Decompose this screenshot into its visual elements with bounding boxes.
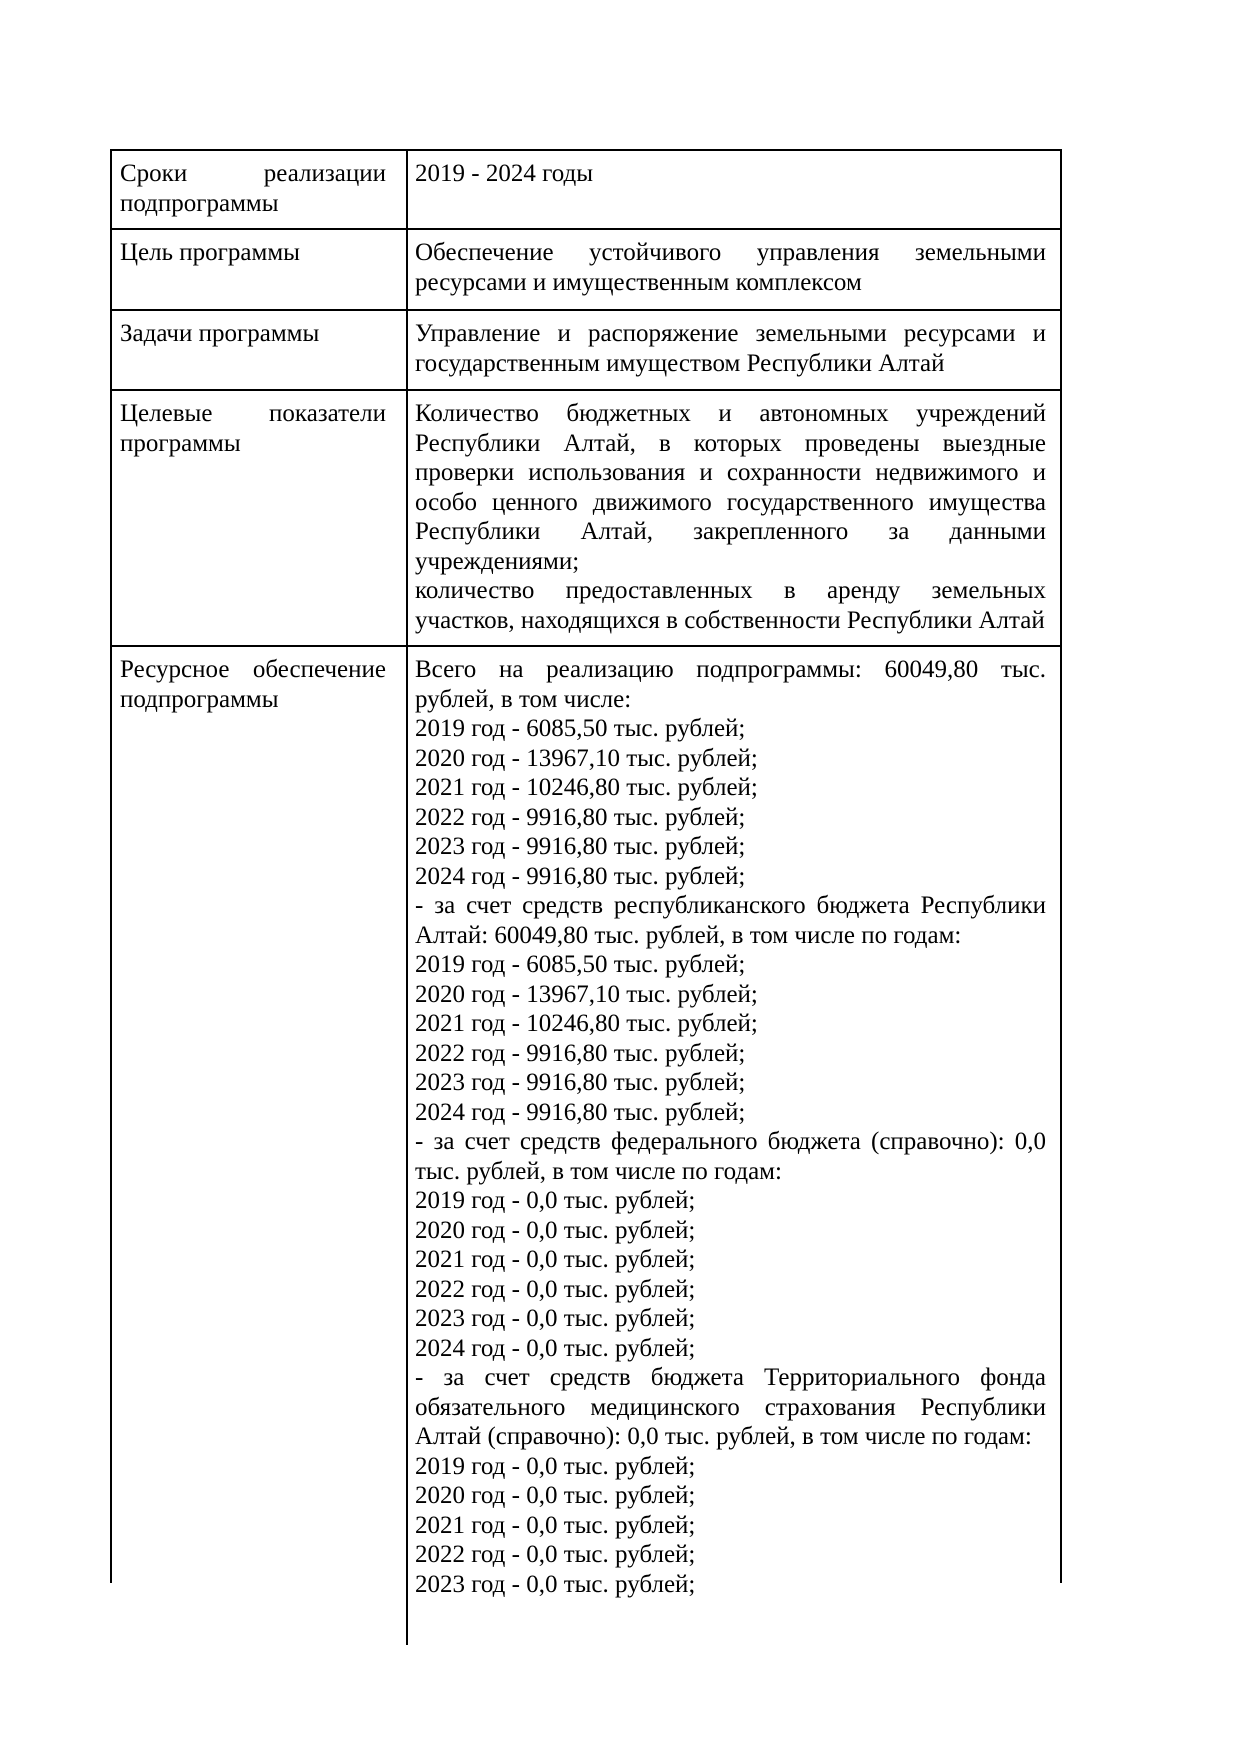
paragraph: 2020 год - 0,0 тыс. рублей; [415,1482,696,1509]
paragraph: 2021 год - 10246,80 тыс. рублей; [415,774,758,801]
row-label-text: Целевые показатели программы [120,400,386,457]
row-content-cell [408,647,1060,1645]
paragraph: 2021 год - 0,0 тыс. рублей; [415,1511,696,1539]
row-label-text: Сроки реализации подпрограммы [120,160,386,217]
table-row [112,309,1060,389]
paragraph: 2023 год - 9916,80 тыс. рублей; [415,833,746,860]
paragraph: Управление и распоряжение земельными ресурсами и государственным имуществом Республики Алтай [415,320,1046,377]
row-label-text: Задачи программы [120,320,320,347]
paragraph: 2021 год - 10246,80 тыс. рублей; [415,1010,758,1037]
paragraph: 2023 год - 0,0 тыс. рублей; [415,1305,696,1332]
paragraph: Количество бюджетных и автономных учреждений Республики Алтай, в которых проведены выездные проверки использования и сохранности недвижимого и особо ценного движимого государственного имущества Республики Алтай, закрепленного за данными учреждениями; [415,400,1046,575]
row-label-cell [112,391,408,645]
row-label-cell [112,230,408,309]
row-content-cell [408,230,1060,309]
paragraph: 2022 год - 9916,80 тыс. рублей; [415,803,746,831]
row-label-cell [112,311,408,389]
paragraph: 2019 год - 0,0 тыс. рублей; [415,1187,696,1214]
paragraph: - за счет средств республиканского бюджета Республики Алтай: 60049,80 тыс. рублей, в том числе по годам: [415,892,1046,949]
paragraph: 2021 год - 0,0 тыс. рублей; [415,1246,696,1273]
paragraph: 2024 год - 0,0 тыс. рублей; [415,1334,696,1362]
table-row [112,228,1060,309]
paragraph: 2022 год - 9916,80 тыс. рублей; [415,1039,746,1067]
paragraph: 2024 год - 9916,80 тыс. рублей; [415,862,746,890]
row-label-cell [112,151,408,228]
row-label-text: Ресурсное обеспечение подпрограммы [120,656,386,713]
table-row [112,645,1060,1645]
paragraph: 2019 год - 0,0 тыс. рублей; [415,1452,696,1480]
paragraph: 2022 год - 0,0 тыс. рублей; [415,1275,696,1303]
row-label-text: Цель программы [120,239,300,266]
row-content-cell [408,311,1060,389]
table-row [112,151,1060,228]
paragraph: 2020 год - 0,0 тыс. рублей; [415,1216,696,1244]
paragraph: 2019 - 2024 годы [415,160,594,187]
paragraph: 2020 год - 13967,10 тыс. рублей; [415,980,758,1008]
paragraph: 2024 год - 9916,80 тыс. рублей; [415,1098,746,1126]
row-label-cell [112,647,408,1645]
paragraph: количество предоставленных в аренду земельных участков, находящихся в собственности Республики Алтай [415,577,1046,634]
paragraph: 2019 год - 6085,50 тыс. рублей; [415,715,746,742]
paragraph: Обеспечение устойчивого управления земельными ресурсами и имущественным комплексом [415,239,1046,296]
row-content-cell [408,151,1060,228]
paragraph: 2019 год - 6085,50 тыс. рублей; [415,951,746,978]
paragraph: 2023 год - 9916,80 тыс. рублей; [415,1069,746,1096]
paragraph: - за счет средств федерального бюджета (справочно): 0,0 тыс. рублей, в том числе по годам: [415,1128,1046,1185]
paragraph: - за счет средств бюджета Территориального фонда обязательного медицинского страхования Республики Алтай (справочно): 0,0 тыс. рублей, в том числе по годам: [415,1364,1046,1450]
row-content-cell [408,391,1060,645]
table-row [112,389,1060,645]
program-passport-table [110,149,1062,1598]
paragraph: 2022 год - 0,0 тыс. рублей; [415,1541,696,1568]
paragraph: 2023 год - 0,0 тыс. рублей; [415,1570,696,1598]
paragraph: 2020 год - 13967,10 тыс. рублей; [415,744,758,772]
paragraph: Всего на реализацию подпрограммы: 60049,80 тыс. рублей, в том числе: [415,656,1046,713]
